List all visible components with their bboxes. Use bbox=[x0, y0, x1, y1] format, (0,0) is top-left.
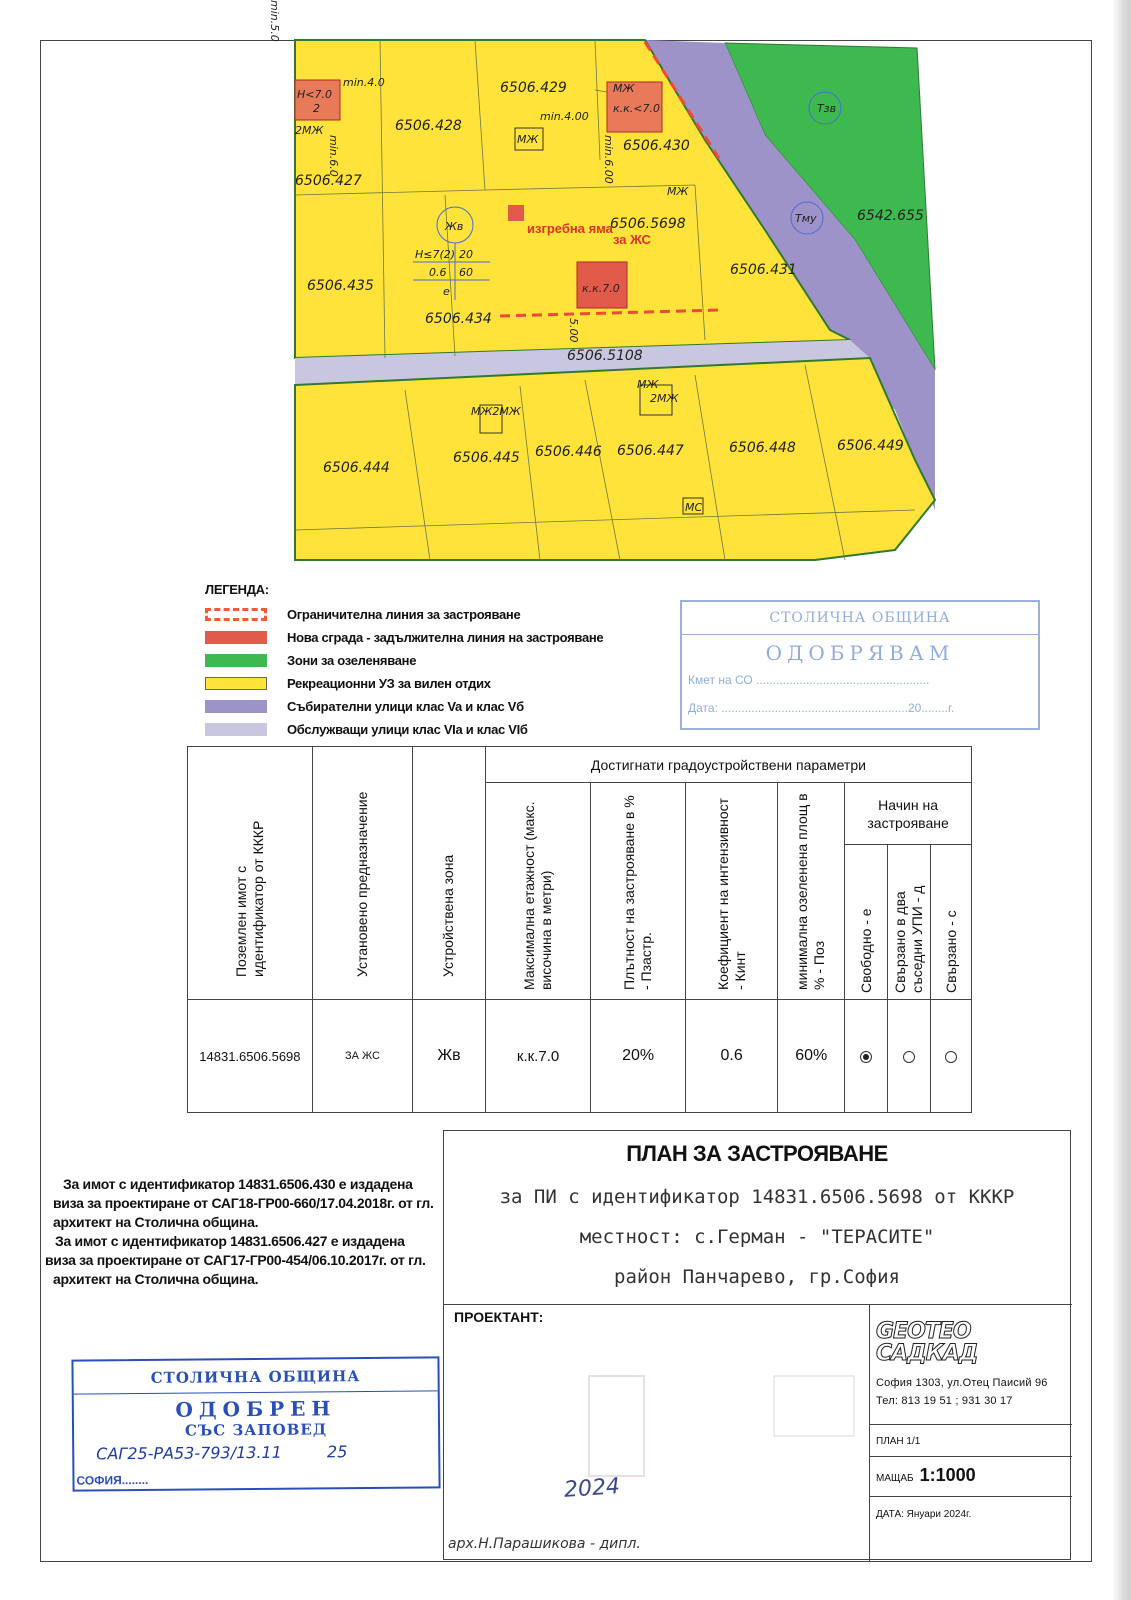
divider bbox=[869, 1496, 1072, 1497]
parcel-label-429: 6506.429 bbox=[500, 80, 567, 96]
order-year-text: 25 bbox=[326, 1442, 348, 1462]
plan-subtitle-location: местност: с.Герман - "ТЕРАСИТЕ" bbox=[579, 1226, 935, 1248]
annotation-kk-lt70: к.к.<7.0 bbox=[613, 102, 660, 115]
parcel-label-428: 6506.428 bbox=[395, 118, 462, 134]
zone-label-tzv: Тзв bbox=[817, 102, 837, 115]
header-zone: Устройствена зона bbox=[413, 747, 486, 1000]
note-line: виза за проектиране от САГ18-ГР00-660/17.04.2018г. от гл. bbox=[53, 1195, 434, 1211]
building-label-2mzh-c: 2МЖ bbox=[650, 392, 679, 405]
parcel-label-448: 6506.448 bbox=[729, 440, 796, 456]
legend-swatch-recreation bbox=[205, 677, 267, 690]
stamp-date-line: Дата: ........................................................20........г. bbox=[688, 701, 955, 715]
parcel-label-444: 6506.444 bbox=[323, 460, 390, 476]
scale-label: МАЩАБ bbox=[876, 1473, 914, 1484]
building-label-mzh-430: МЖ bbox=[613, 82, 635, 95]
annotation-cesspit: изгребна яма bbox=[527, 221, 613, 236]
visa-notes bbox=[45, 1175, 445, 1289]
stamp-city: СОФИЯ........ bbox=[76, 1472, 149, 1488]
annotation-two: 2 bbox=[313, 102, 320, 115]
radio-free-selected bbox=[860, 1051, 872, 1063]
cell-purpose: ЗА ЖС bbox=[312, 1000, 412, 1113]
legend-swatch-limiting-line bbox=[205, 608, 267, 621]
parcel-label-449: 6506.449 bbox=[837, 438, 904, 454]
legend-label: Събирателни улици клас Va и клас Vб bbox=[287, 699, 524, 714]
divider bbox=[869, 1304, 870, 1561]
stamp-municipality: СТОЛИЧНА ОБЩИНА bbox=[150, 1367, 361, 1387]
legend-label: Обслужващи улици клас VIa и клас VIб bbox=[287, 722, 528, 737]
building-label-mzh-2mzh: МЖ2МЖ bbox=[471, 405, 521, 418]
parcel-label-427: 6506.427 bbox=[295, 173, 362, 189]
cell-density: 20% bbox=[591, 1000, 686, 1113]
title-block bbox=[443, 1130, 1071, 1560]
company-logo-top: GEOTEO bbox=[876, 1319, 971, 1344]
legend bbox=[205, 582, 625, 741]
header-purpose: Установено предназначение bbox=[312, 747, 412, 1000]
company-info bbox=[876, 1321, 1066, 1409]
parcel-label-655: 6542.655 bbox=[857, 208, 924, 224]
legend-swatch-service-street bbox=[205, 723, 267, 736]
legend-swatch-green-zone bbox=[205, 654, 267, 667]
radio-paired bbox=[903, 1051, 915, 1063]
divider bbox=[869, 1424, 1072, 1425]
parcel-label-5108: 6506.5108 bbox=[567, 348, 643, 364]
parcel-label-435: 6506.435 bbox=[307, 278, 374, 294]
plan-subtitle-parcel: за ПИ с идентификатор 14831.6506.5698 от КККР bbox=[499, 1186, 1015, 1208]
order-number-text: САГ25-РА53-793/13.11 bbox=[96, 1442, 282, 1464]
parcel-label-447: 6506.447 bbox=[617, 443, 684, 459]
cell-parcel: 14831.6506.5698 bbox=[188, 1000, 313, 1113]
designer-label: ПРОЕКТАНТ: bbox=[454, 1309, 544, 1325]
signature-year: 2024 bbox=[563, 1474, 621, 1503]
stamp-order-number bbox=[96, 1441, 438, 1463]
building-label-ms: МС bbox=[685, 501, 703, 514]
zone-table-r1: Н≤7(2) bbox=[415, 248, 456, 261]
cell-free bbox=[845, 1000, 888, 1113]
cell-height: к.к.7.0 bbox=[485, 1000, 591, 1113]
parcel-label-430: 6506.430 bbox=[623, 138, 690, 154]
cadastral-map bbox=[268, 0, 955, 575]
approval-stamp-order bbox=[71, 1356, 440, 1491]
parcel-label-446: 6506.446 bbox=[535, 444, 602, 460]
annotation-min50: min.5.0 bbox=[268, 0, 281, 42]
building-label-mzh-b: МЖ bbox=[667, 185, 689, 198]
plan-title: ПЛАН ЗА ЗАСТРОЯВАНЕ bbox=[626, 1141, 888, 1166]
zone-table-r2: 0.6 bbox=[429, 266, 447, 279]
parcel-label-431: 6506.431 bbox=[730, 262, 797, 278]
annotation-kk70: к.к.7.0 bbox=[582, 282, 620, 295]
header-density: Плътност на застрояване в % - Пзастр. bbox=[591, 783, 686, 1000]
note-line: архитект на Столична община. bbox=[53, 1214, 259, 1230]
table-row bbox=[188, 1000, 972, 1113]
legend-item bbox=[205, 603, 625, 626]
urban-parameters-table bbox=[187, 746, 972, 1113]
cell-linked bbox=[931, 1000, 972, 1113]
zone-label-tmu: Тму bbox=[795, 212, 817, 225]
zone-table-r2b: 60 bbox=[459, 266, 473, 279]
radio-linked bbox=[945, 1051, 957, 1063]
stamp-municipality: СТОЛИЧНА ОБЩИНА bbox=[769, 610, 951, 626]
legend-label: Нова сграда - задължителна линия на застрояване bbox=[287, 630, 604, 645]
scale-value: 1:1000 bbox=[919, 1465, 976, 1485]
scan-edge-shadow bbox=[1112, 0, 1131, 1600]
plan-sheet-number: ПЛАН 1/1 bbox=[876, 1436, 921, 1447]
company-address: София 1303, ул.Отец Паисий 96 bbox=[876, 1377, 1048, 1389]
legend-item bbox=[205, 649, 625, 672]
header-free: Свободно - е bbox=[845, 845, 888, 1000]
header-green: минимална озеленена площ в % - Поз bbox=[778, 783, 845, 1000]
zone-table-r1b: 20 bbox=[459, 248, 473, 261]
cell-intensity: 0.6 bbox=[685, 1000, 778, 1113]
stamp-approve: ОДОБРЯВАМ bbox=[682, 634, 1038, 665]
designer-seal-faint bbox=[504, 1346, 864, 1486]
legend-label: Рекреационни УЗ за вилен отдих bbox=[287, 676, 491, 691]
legend-swatch-new-building bbox=[205, 631, 267, 644]
header-linked: Свързано - с bbox=[931, 845, 972, 1000]
stamp-mayor-line: Кмет на СО .................................................... bbox=[688, 673, 930, 687]
divider bbox=[869, 1456, 1072, 1457]
cell-green: 60% bbox=[778, 1000, 845, 1113]
note-line: виза за проектиране от САГ17-ГР00-454/06.10.2017г. от гл. bbox=[45, 1252, 426, 1268]
annotation-min400: min.4.00 bbox=[540, 110, 589, 123]
header-paired: Свързано в два съседни УПИ - д bbox=[888, 845, 931, 1000]
annotation-d500: 5.00 bbox=[567, 318, 580, 343]
note-line: архитект на Столична община. bbox=[53, 1271, 259, 1287]
plan-subtitle-district: район Панчарево, гр.София bbox=[614, 1266, 900, 1288]
header-height: Максимална етажност (макс. височина в метри) bbox=[485, 783, 591, 1000]
designer-signature-name: арх.Н.Парашикова - дипл. bbox=[448, 1536, 641, 1552]
company-phone: Тел: 813 19 51 ; 931 30 17 bbox=[876, 1395, 1013, 1407]
header-intensity: Коефициент на интензивност - Кинт bbox=[685, 783, 778, 1000]
zone-label-zhv: Жв bbox=[445, 220, 464, 233]
annotation-min40: min.4.0 bbox=[343, 76, 385, 89]
legend-title: ЛЕГЕНДА: bbox=[205, 582, 269, 597]
approval-stamp-mayor bbox=[680, 600, 1040, 730]
annotation-min60-a: min.6.0 bbox=[327, 135, 340, 177]
building-label-mzh-c: МЖ bbox=[637, 378, 659, 391]
zone-table-r3: е bbox=[443, 285, 450, 298]
legend-item bbox=[205, 672, 625, 695]
parcel-label-5698: 6506.5698 bbox=[610, 216, 686, 232]
header-building-mode: Начин на застрояване bbox=[845, 783, 972, 845]
annotation-min60-b: min.6.00 bbox=[602, 135, 615, 184]
legend-item bbox=[205, 626, 625, 649]
cell-paired bbox=[888, 1000, 931, 1113]
plan-date: ДАТА: Януари 2024г. bbox=[876, 1509, 972, 1520]
header-parcel: Поземлен имот с идентификатор от КККР bbox=[188, 747, 313, 1000]
annotation-for-zhs: за ЖС bbox=[613, 232, 651, 247]
note-line: За имот с идентификатор 14831.6506.430 е издадена bbox=[63, 1176, 413, 1192]
note-line: За имот с идентификатор 14831.6506.427 е издадена bbox=[55, 1233, 405, 1249]
legend-item bbox=[205, 718, 625, 741]
cesspit-marker bbox=[508, 205, 524, 221]
parcel-label-434: 6506.434 bbox=[425, 311, 492, 327]
annotation-kk-lt70-small: Н<7.0 bbox=[297, 88, 332, 101]
stamp-with-order: СЪС ЗАПОВЕД bbox=[184, 1420, 328, 1440]
scale-field bbox=[876, 1465, 976, 1486]
legend-label: Зони за озеленяване bbox=[287, 653, 417, 668]
company-logo-bottom: САДКАД bbox=[876, 1341, 978, 1366]
legend-label: Ограничителна линия за застрояване bbox=[287, 607, 521, 622]
building-label-2mzh: 2МЖ bbox=[295, 124, 324, 137]
legend-swatch-collector-street bbox=[205, 700, 267, 713]
parcel-label-445: 6506.445 bbox=[453, 450, 520, 466]
stamp-approved: ОДОБРЕН bbox=[74, 1390, 438, 1422]
divider bbox=[444, 1304, 1072, 1305]
legend-item bbox=[205, 695, 625, 718]
building-label-mzh: МЖ bbox=[517, 133, 539, 146]
header-achieved-params: Достигнати градоустройствени параметри bbox=[485, 747, 971, 783]
cell-zone: Жв bbox=[413, 1000, 486, 1113]
